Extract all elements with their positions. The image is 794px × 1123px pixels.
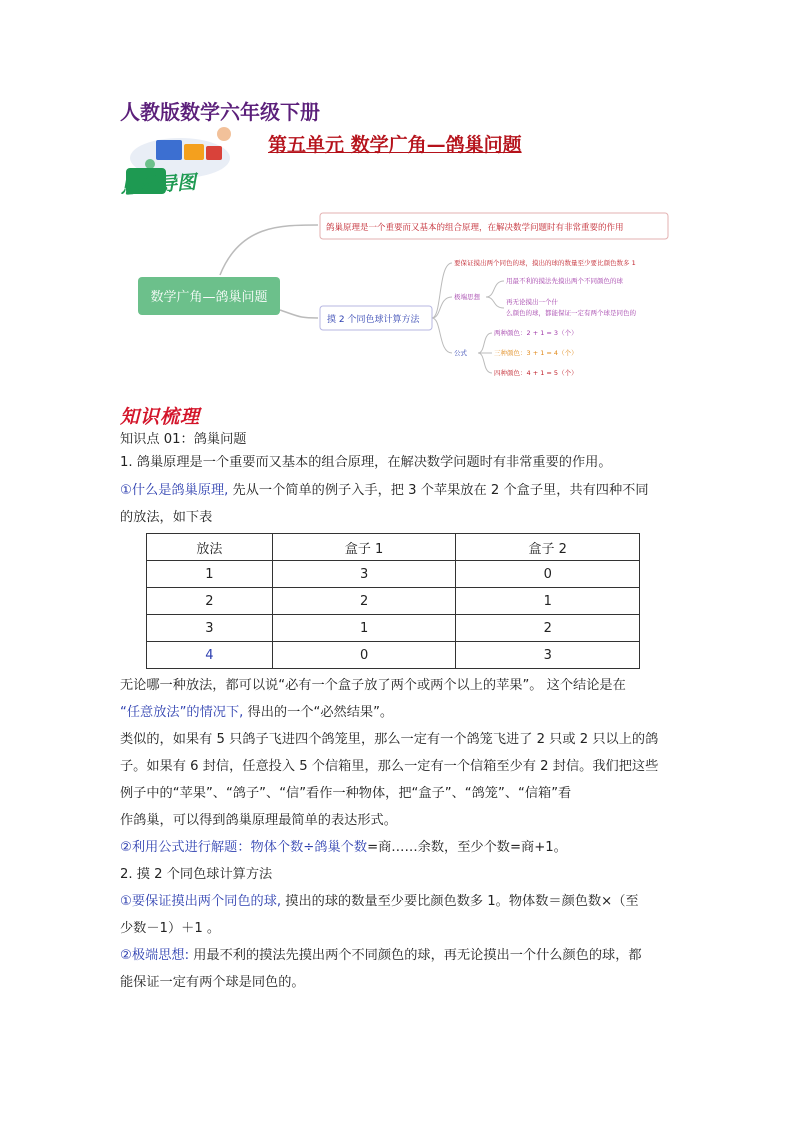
mindmap-sub2b-line1: 再无论摸出一个什 bbox=[506, 298, 558, 306]
placement-table bbox=[146, 533, 640, 669]
mindmap-sub3: 公式 bbox=[454, 349, 467, 357]
table-header-cell: 放法 bbox=[147, 534, 273, 561]
mindmap-formula-2: 三种颜色：3 + 1 = 4（个） bbox=[494, 349, 578, 357]
table-header-row bbox=[147, 534, 640, 561]
para-3: 的放法，如下表 bbox=[120, 510, 213, 525]
para-9: 作鸽巢，可以得到鸽巢原理最简单的表达形式。 bbox=[120, 813, 397, 828]
mindmap-branch-bottom-text: 摸 2 个同色球计算方法 bbox=[327, 315, 420, 325]
table-cell: 3 bbox=[147, 615, 273, 642]
table-row bbox=[147, 561, 640, 588]
mindmap-root-text: 数学广角—鸽巢问题 bbox=[150, 290, 268, 305]
para-5 bbox=[120, 699, 680, 726]
table-cell: 1 bbox=[147, 561, 273, 588]
mindmap-sub2a: 用最不利的摸法先摸出两个不同颜色的球 bbox=[506, 277, 623, 285]
para-11: 2. 摸 2 个同色球计算方法 bbox=[120, 867, 273, 882]
para-2-rest: 先从一个简单的例子入手，把 3 个苹果放在 2 个盒子里，共有四种不同 bbox=[228, 483, 649, 498]
table-cell: 2 bbox=[147, 588, 273, 615]
table-row bbox=[147, 588, 640, 615]
mindmap-formula-1: 两种颜色：2 + 1 = 3（个） bbox=[494, 329, 578, 337]
table-header-cell: 盒子 2 bbox=[456, 534, 640, 561]
mindmap-sub2b-line2: 么颜色的球，都能保证一定有两个球是同色的 bbox=[506, 309, 636, 317]
para-12-highlight: ①要保证摸出两个同色的球, bbox=[120, 894, 282, 909]
para-14 bbox=[120, 942, 680, 969]
para-6: 类似的，如果有 5 只鸽子飞进四个鸽笼里，那么一定有一个鸽笼飞进了 2 只或 2 只以上的鸽 bbox=[120, 732, 659, 747]
table-row bbox=[147, 642, 640, 669]
unit-title: 第五单元 数学广角—鸽巢问题 bbox=[268, 134, 522, 156]
table-cell: 3 bbox=[272, 561, 456, 588]
table-cell: 3 bbox=[456, 642, 640, 669]
para-12-rest: 摸出的球的数量至少要比颜色数多 1。物体数＝颜色数×（至 bbox=[281, 894, 639, 909]
para-10-highlight: ②利用公式进行解题：物体个数÷鸽巢个数 bbox=[120, 840, 368, 855]
para-7: 子。如果有 6 封信，任意投入 5 个信箱里，那么一定有一个信箱至少有 2 封信。我们把这些 bbox=[120, 759, 659, 774]
para-10-rest: =商……余数，至少个数=商+1。 bbox=[367, 840, 567, 855]
para-10 bbox=[120, 834, 680, 861]
mindmap-formula-3: 四种颜色：4 + 1 = 5（个） bbox=[494, 369, 578, 377]
table-header-cell: 盒子 1 bbox=[272, 534, 456, 561]
knowledge-section-title: 知识梳理 bbox=[120, 406, 201, 428]
para-12 bbox=[120, 888, 680, 915]
table-cell: 2 bbox=[456, 615, 640, 642]
para-5-highlight: “任意放法”的情况下, bbox=[120, 705, 244, 720]
series-title: 人教版数学六年级下册 bbox=[120, 100, 320, 124]
mindmap-heading bbox=[119, 167, 197, 199]
para-4: 无论哪一种放法，都可以说“必有一个盒子放了两个或两个以上的苹果”。 这个结论是在 bbox=[120, 678, 626, 693]
para-14-rest: 用最不利的摸法先摸出两个不同颜色的球，再无论摸出一个什么颜色的球，都 bbox=[189, 948, 642, 963]
mindmap-sub1: 要保证摸出两个同色的球，摸出的球的数量至少要比颜色数多 1 bbox=[454, 259, 636, 267]
mindmap-heading-text: 思维导图 bbox=[119, 171, 197, 199]
knowledge-point-title: 知识点 01：鸽巢问题 bbox=[120, 432, 247, 447]
para-8: 例子中的“苹果”、“鸽子”、“信”看作一种物体，把“盒子”、“鸽笼”、“信箱”看 bbox=[120, 786, 572, 801]
para-15: 能保证一定有两个球是同色的。 bbox=[120, 975, 305, 990]
para-2-highlight: ①什么是鸽巢原理, bbox=[120, 483, 229, 498]
para-14-highlight: ②极端思想: bbox=[120, 948, 190, 963]
para-13: 少数－1）＋1 。 bbox=[120, 921, 221, 936]
table-cell: 1 bbox=[272, 615, 456, 642]
table-cell: 0 bbox=[456, 561, 640, 588]
table-cell: 0 bbox=[272, 642, 456, 669]
para-2 bbox=[120, 477, 680, 504]
mindmap-branch-top-text: 鸽巢原理是一个重要而又基本的组合原理，在解决数学问题时有非常重要的作用 bbox=[326, 223, 624, 233]
table-row bbox=[147, 615, 640, 642]
table-cell: 4 bbox=[147, 642, 273, 669]
para-5-rest: 得出的一个“必然结果”。 bbox=[243, 705, 394, 720]
mindmap-sub2: 极端思想 bbox=[454, 293, 480, 301]
mind-map bbox=[120, 205, 680, 385]
para-1: 1. 鸽巢原理是一个重要而又基本的组合原理，在解决数学问题时有非常重要的作用。 bbox=[120, 455, 612, 470]
table-cell: 1 bbox=[456, 588, 640, 615]
table-cell: 2 bbox=[272, 588, 456, 615]
